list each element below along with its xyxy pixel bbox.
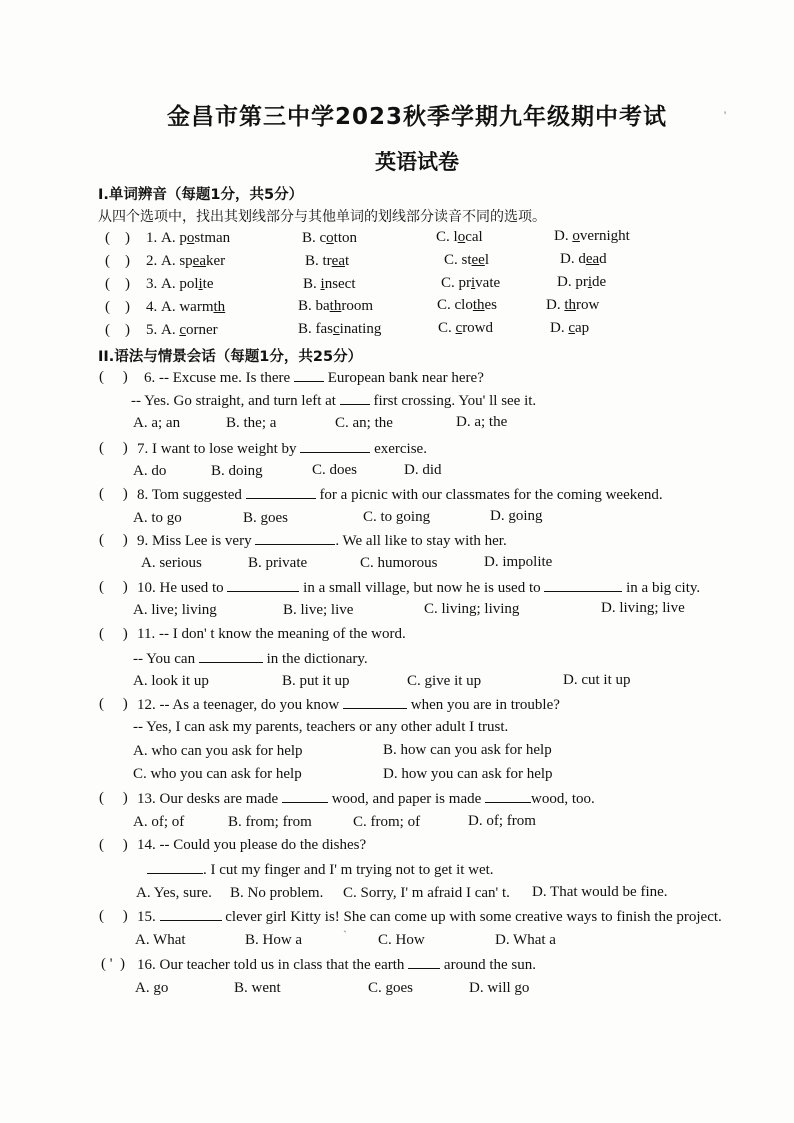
answer-blank[interactable] (199, 650, 263, 663)
option-b: B. went (234, 980, 281, 996)
answer-blank[interactable] (408, 956, 440, 969)
answer-paren[interactable]: ( ) (99, 626, 128, 642)
option-b: B. goes (243, 510, 288, 526)
option-d: D. That would be fine. (532, 884, 668, 900)
option-a: A. to go (133, 510, 182, 526)
option-b: B. fascinating (298, 321, 382, 337)
question-7-text: 7. I want to lose weight by exercise. (137, 441, 427, 457)
answer-paren[interactable]: ( ) (105, 230, 130, 246)
exam-subtitle: 英语试卷 (375, 150, 459, 174)
answer-blank[interactable] (343, 696, 407, 709)
answer-blank[interactable] (294, 369, 324, 382)
option-d: D. What a (495, 932, 556, 948)
option-a: A. postman (161, 230, 231, 246)
option-b: B. the; a (226, 415, 277, 431)
option-a: A. do (133, 463, 167, 479)
question-12-text: 12. -- As a teenager, do you know when you are in trouble? (137, 697, 560, 713)
option-d: D. how you can ask for help (383, 766, 553, 782)
option-c: C. who you can ask for help (133, 766, 302, 782)
question-number: 2. (146, 253, 158, 269)
answer-blank[interactable] (282, 790, 328, 803)
section2-heading: II.语法与情景会话（每题1分，共25分） (98, 349, 363, 365)
answer-paren[interactable]: ( ) (99, 908, 128, 924)
question-8-text: 8. Tom suggested for a picnic with our classmates for the coming weekend. (137, 487, 663, 503)
option-b: B. cotton (302, 230, 358, 246)
answer-paren[interactable]: ( ) (99, 532, 128, 548)
question-6-text: 6. -- Excuse me. Is there European bank near here? (144, 370, 484, 386)
exam-title: 金昌市第三中学2023秋季学期九年级期中考试 (166, 104, 667, 130)
option-c: C. give it up (407, 673, 482, 689)
option-a: A. warmth (161, 299, 226, 315)
answer-blank[interactable] (160, 908, 222, 921)
question-16-text: 16. Our teacher told us in class that the earth around the sun. (137, 957, 536, 973)
answer-paren[interactable]: ( ) (105, 322, 130, 338)
answer-paren[interactable]: ( ) (99, 369, 128, 385)
option-a: A. speaker (161, 253, 226, 269)
option-b: B. from; from (228, 814, 312, 830)
option-c: C. goes (368, 980, 413, 996)
option-b: B. put it up (282, 673, 350, 689)
option-d: D. will go (469, 980, 530, 996)
option-b: B. private (248, 555, 308, 571)
option-d: D. impolite (484, 554, 553, 570)
option-a: A. of; of (133, 814, 185, 830)
answer-paren[interactable]: ( ) (99, 790, 128, 806)
option-a: A. corner (161, 322, 218, 338)
option-c: C. from; of (353, 814, 421, 830)
option-b: B. No problem. (230, 885, 324, 901)
option-d: D. overnight (554, 228, 630, 244)
option-c: C. living; living (424, 601, 520, 617)
option-a: A. look it up (133, 673, 209, 689)
option-d: D. did (404, 462, 442, 478)
option-b: B. How a (245, 932, 303, 948)
option-d: D. going (490, 508, 543, 524)
option-c: C. to going (363, 509, 431, 525)
question-9-text: 9. Miss Lee is very . We all like to stay with her. (137, 533, 507, 549)
option-d: D. living; live (601, 600, 685, 616)
option-d: D. pride (557, 274, 607, 290)
answer-blank[interactable] (227, 579, 299, 592)
option-a: A. go (135, 980, 169, 996)
answer-paren[interactable]: ( ) (99, 579, 128, 595)
question-number: 4. (146, 299, 158, 315)
option-a: A. Yes, sure. (136, 885, 212, 901)
option-a: A. serious (141, 555, 202, 571)
question-number: 1. (146, 230, 158, 246)
question-13-text: 13. Our desks are made wood, and paper is made wood, too. (137, 791, 595, 807)
option-b: B. live; live (283, 602, 354, 618)
option-b: B. how can you ask for help (383, 742, 552, 758)
option-c: C. Sorry, I' m afraid I can' t. (343, 885, 510, 901)
option-c: C. steel (444, 252, 490, 268)
answer-paren[interactable]: ( ) (99, 696, 128, 712)
option-d: D. cap (550, 320, 590, 336)
answer-paren[interactable]: ( ) (99, 837, 128, 853)
option-d: D. dead (560, 251, 607, 267)
option-b: B. bathroom (298, 298, 374, 314)
option-c: C. humorous (360, 555, 438, 571)
answer-blank[interactable] (340, 392, 370, 405)
section1-heading: I.单词辨音（每题1分，共5分） (98, 187, 304, 203)
option-a: A. a; an (133, 415, 181, 431)
option-c: C. clothes (437, 297, 498, 313)
option-d: D. of; from (468, 813, 536, 829)
answer-blank[interactable] (300, 440, 370, 453)
answer-blank[interactable] (544, 579, 622, 592)
question-11-reply: -- You can in the dictionary. (133, 651, 368, 667)
question-number: 5. (146, 322, 158, 338)
option-d: D. a; the (456, 414, 508, 430)
option-c: C. crowd (438, 320, 494, 336)
answer-paren[interactable]: ( ' ) (101, 956, 125, 972)
option-a: A. What (135, 932, 186, 948)
scan-mark: ' (724, 108, 727, 122)
question-10-text: 10. He used to in a small village, but now he is used to in a big city. (137, 580, 701, 596)
option-d: D. throw (546, 297, 600, 313)
question-6-reply: -- Yes. Go straight, and turn left at first crossing. You' ll see it. (131, 393, 537, 409)
question-number: 3. (146, 276, 158, 292)
question-14-reply: . I cut my finger and I' m trying not to get it wet. (147, 861, 494, 879)
option-b: B. insect (303, 276, 356, 292)
answer-paren[interactable]: ( ) (105, 276, 130, 292)
option-c: C. local (436, 229, 483, 245)
scan-mark: ` (343, 928, 347, 942)
option-c: C. private (441, 275, 501, 291)
option-a: A. who can you ask for help (133, 743, 303, 759)
question-11-text: 11. -- I don' t know the meaning of the word. (137, 626, 406, 642)
answer-blank[interactable] (255, 532, 335, 545)
option-b: B. doing (211, 463, 263, 479)
answer-paren[interactable]: ( ) (105, 299, 130, 315)
option-c: C. How (378, 932, 425, 948)
option-c: C. an; the (335, 415, 393, 431)
option-b: B. treat (305, 253, 350, 269)
option-a: A. polite (161, 276, 214, 292)
section1-instruction: 从四个选项中，找出其划线部分与其他单词的划线部分读音不同的选项。 (98, 209, 546, 225)
question-15-text: 15. clever girl Kitty is! She can come up with some creative ways to finish the project. (137, 909, 722, 925)
option-a: A. live; living (133, 602, 217, 618)
answer-blank[interactable] (485, 790, 531, 803)
answer-blank[interactable] (246, 486, 316, 499)
answer-paren[interactable]: ( ) (99, 486, 128, 502)
option-d: D. cut it up (563, 672, 631, 688)
answer-paren[interactable]: ( ) (105, 253, 130, 269)
question-12-reply: -- Yes, I can ask my parents, teachers or any other adult I trust. (133, 719, 509, 735)
answer-paren[interactable]: ( ) (99, 440, 128, 456)
question-14-text: 14. -- Could you please do the dishes? (137, 837, 367, 853)
option-c: C. does (312, 462, 357, 478)
answer-blank[interactable] (147, 861, 203, 874)
